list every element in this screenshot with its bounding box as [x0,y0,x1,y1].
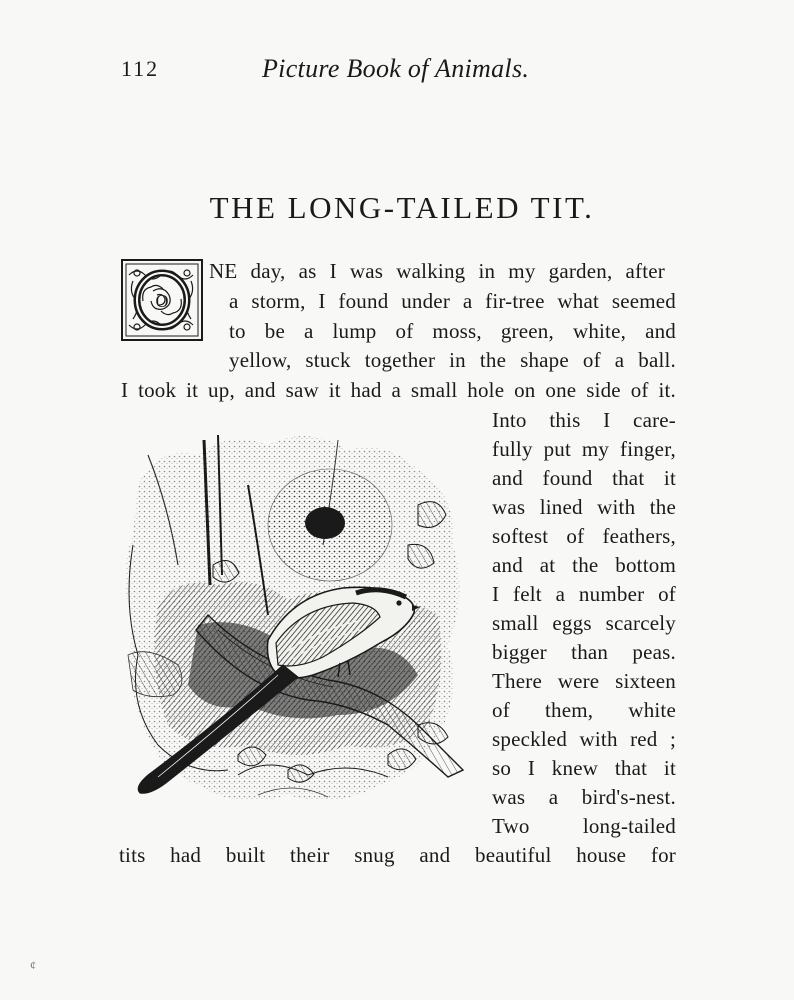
text-line: bigger than peas. [492,640,676,664]
text-line: Into this I care- [492,408,676,432]
text-line: was lined with the [492,495,676,519]
text-line: fully put my finger, [492,437,676,461]
text-line: NE day, as I was walking in my garden, after [209,259,665,283]
text-line: a storm, I found under a fir-tree what seemed [229,289,676,313]
text-line: and at the bottom [492,553,676,577]
drop-cap-glyph: O [155,291,169,311]
running-title: Picture Book of Animals. [262,54,530,83]
text-line: I took it up, and saw it had a small hole on one side of it. [121,378,676,402]
text-line: of them, white [492,698,676,722]
text-line: so I knew that it [492,756,676,780]
text-line: was a bird's-nest. [492,785,676,809]
margin-mark: ¢ [30,958,36,972]
text-line: small eggs scarcely [492,611,676,635]
text-line: Two long-tailed [492,814,676,838]
text-line: I felt a number of [492,582,676,606]
ornament-icon [123,261,201,339]
text-line: softest of feathers, [492,524,676,548]
text-line: and found that it [492,466,676,490]
text-line: There were sixteen [492,669,676,693]
text-line: speckled with red ; [492,727,676,751]
text-line: tits had built their snug and beautiful house for [119,843,676,867]
text-line: to be a lump of moss, green, white, and [229,319,676,343]
drop-cap-letter [121,259,203,341]
bird-engraving [118,425,470,815]
page-number: 112 [121,56,160,81]
long-tailed-tit-illustration [118,425,470,815]
chapter-title: THE LONG-TAILED TIT. [209,190,595,225]
text-line: yellow, stuck together in the shape of a ball. [229,348,676,372]
